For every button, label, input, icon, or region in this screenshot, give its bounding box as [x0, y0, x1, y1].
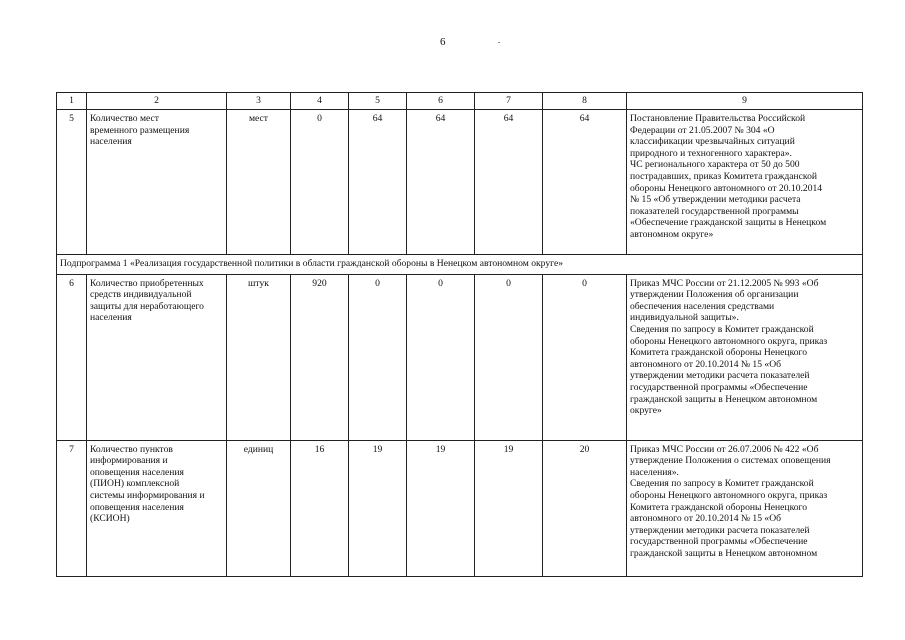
value-cell-6: 64 [407, 110, 475, 255]
header-cell-5: 5 [349, 93, 407, 110]
header-cell-2: 2 [87, 93, 227, 110]
value-cell-8: 64 [543, 110, 627, 255]
page-number: 6 [440, 36, 446, 48]
subprogram-row [57, 255, 863, 275]
value-cell-5: 19 [349, 440, 407, 576]
header-cell-9: 9 [627, 93, 863, 110]
source-note: Постановление Правительства Российской Федерации от 21.05.2007 № 304 «О классификации чрезвычайных ситуаций природного и техногенного характера». ЧС регионального характера от 50 до 500 пострадавших, приказ Комитета гражданской обороны Ненецкого автономного от 20.10.2014 № 15 «Об утверждении методики расчета показателей государственной программы «Обеспечение гражданской защиты в Ненецком автономном округе» [627, 110, 863, 255]
value-cell-5: 0 [349, 274, 407, 440]
value-cell-8: 20 [543, 440, 627, 576]
row-number: 7 [57, 440, 87, 576]
source-note: Приказ МЧС России от 21.12.2005 № 993 «Об утверждении Положения об организации обеспечения населения средствами индивидуальной защиты». Сведения по запросу в Комитет гражданской обороны Ненецкого автономного округа, приказ Комитета гражданской обороны Ненецкого автономного от 20.10.2014 № 15 «Об утверждении методики расчета показателей государственной программы «Обеспечение гражданской защиты в Ненецком автономном округе» [627, 274, 863, 440]
row-number: 5 [57, 110, 87, 255]
value-cell-7: 0 [475, 274, 543, 440]
table-row [57, 110, 863, 255]
value-cell-7: 19 [475, 440, 543, 576]
indicator-name: Количество пунктов информирования и оповещения населения (ПИОН) комплексной системы информирования и оповещения населения (КСИОН) [87, 440, 227, 576]
indicators-table [56, 92, 863, 577]
unit-cell: единиц [227, 440, 291, 576]
header-cell-1: 1 [57, 93, 87, 110]
table-row [57, 440, 863, 576]
value-cell-8: 0 [543, 274, 627, 440]
indicator-name: Количество мест временного размещения населения [87, 110, 227, 255]
source-note: Приказ МЧС России от 26.07.2006 № 422 «Об утверждение Положения о системах оповещения населения». Сведения по запросу в Комитет гражданской обороны Ненецкого автономного округа, приказ Комитета гражданской обороны Ненецкого автономного от 20.10.2014 № 15 «Об утверждении методики расчета показателей государственной программы «Обеспечение гражданской защиты в Ненецком автономном [627, 440, 863, 576]
value-cell-4: 920 [291, 274, 349, 440]
scan-speck [498, 42, 500, 43]
indicator-name: Количество приобретенных средств индивидуальной защиты для неработающего населения [87, 274, 227, 440]
header-cell-6: 6 [407, 93, 475, 110]
header-cell-3: 3 [227, 93, 291, 110]
value-cell-7: 64 [475, 110, 543, 255]
value-cell-4: 16 [291, 440, 349, 576]
subprogram-title: Подпрограмма 1 «Реализация государственной политики в области гражданской обороны в Ненецком автономном округе» [57, 255, 863, 275]
header-cell-4: 4 [291, 93, 349, 110]
value-cell-6: 19 [407, 440, 475, 576]
table-header-row [57, 93, 863, 110]
value-cell-6: 0 [407, 274, 475, 440]
value-cell-5: 64 [349, 110, 407, 255]
header-cell-7: 7 [475, 93, 543, 110]
unit-cell: мест [227, 110, 291, 255]
value-cell-4: 0 [291, 110, 349, 255]
table-row [57, 274, 863, 440]
header-cell-8: 8 [543, 93, 627, 110]
unit-cell: штук [227, 274, 291, 440]
row-number: 6 [57, 274, 87, 440]
